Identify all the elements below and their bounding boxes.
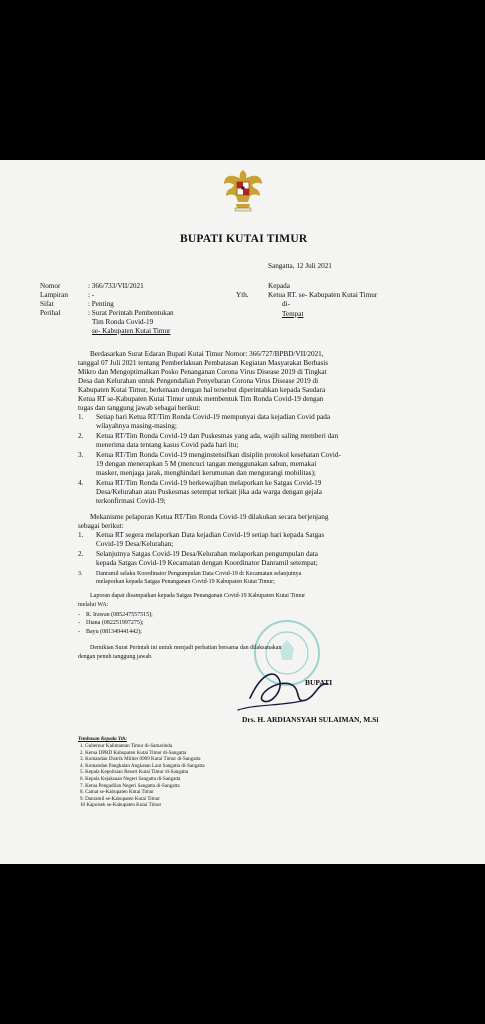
tembusan-item: 7. Ketua Pengadilan Negeri Sangatta di-Sangatta <box>80 782 180 789</box>
tembusan-item: 6. Kepala Kejaksaan Negeri Sangatta di-Sangatta <box>80 775 181 782</box>
task-2-line-2: menerima data tentang kasus Covid pada hari itu; <box>96 441 239 449</box>
mech-1-line-1: Ketua RT segera melaporkan Data kejadian Covid-19 setiap hari kepada Satgas <box>96 531 325 539</box>
task-1-text <box>96 413 330 431</box>
tembusan-item: 9. Danramil se-Kabupaten Kutai Timur <box>80 795 160 802</box>
meta-value-perihal: : Surat Perintah Pembentukan <box>88 309 174 317</box>
p1-line-3: Mikro dan Mengoptimalkan Posko Penanganan Corona Virus Disease 2019 di Tingkat <box>78 368 327 376</box>
task-2-num: 2. <box>78 432 84 440</box>
letter-title: BUPATI KUTAI TIMUR <box>180 233 308 245</box>
mech-2-line-1: Selanjutnya Satgas Covid-19 Desa/Kelurahan melaporkan pengumpulan data <box>96 550 318 558</box>
task-4-num: 4. <box>78 479 84 487</box>
task-3-text <box>96 451 341 478</box>
task-4-line-1: Ketua RT/Tim Ronda Covid-19 berkewajiban melaporkan ke Satgas Covid-19 <box>96 479 322 487</box>
recipient-yth: Yth. <box>236 291 249 299</box>
task-4-line-2: Desa/Kelurahan atau Puskesmas setempat terkait jika ada warga dengan gejala <box>96 488 322 496</box>
mech-3-text <box>96 570 301 587</box>
recipient-di: di- <box>282 300 290 308</box>
tembusan-list <box>80 743 205 809</box>
p1-line-2: tanggal 07 Juli 2021 tentang Pemberlakuan Pembatasan Kegiatan Masyarakat Berbasis <box>78 359 329 367</box>
mech-3-line-1: Danramil selaku Koordinator Pengumpulan Data Covid-19 di Kecamatan selanjutnya <box>96 571 302 577</box>
task-4-line-3: terkonfirmasi Covid-19; <box>96 497 166 505</box>
p4-line-2: dengan penuh tanggung jawab. <box>78 654 153 660</box>
mech-1-line-2: Covid-19 Desa/Kelurahan; <box>96 540 174 548</box>
meta-label-sifat: Sifat <box>40 300 54 308</box>
tembusan-item: 3. Komandan Distrik Militer 0909 Kutai Timur di-Sangatta <box>80 756 201 763</box>
task-1-num: 1. <box>78 413 84 421</box>
recipient-tempat: Tempat <box>282 310 304 318</box>
task-2-line-1: Ketua RT/Tim Ronda Covid-19 dan Puskesmas yang ada, wajib saling memberi dan <box>96 432 339 440</box>
meta-label-perihal: Perihal <box>40 309 61 317</box>
contact-1: - R. Irawan (085247557515); <box>78 612 153 618</box>
tembusan-title: Tembusan Kepada Yth: <box>78 736 127 742</box>
meta-values <box>88 282 174 336</box>
p2-line-2: sebagai berikut: <box>78 522 124 530</box>
tembusan-item: 8. Camat se-Kabupaten Kutai Timur <box>80 789 154 796</box>
meta-value-sifat: : Penting <box>88 300 114 308</box>
recipient-name: Ketua RT. se- Kabupaten Kutai Timur <box>268 291 378 299</box>
perihal-line-3: se- Kabupaten Kutai Timur <box>92 327 171 335</box>
mech-1-text <box>96 531 324 549</box>
recipient-kepada: Kepada <box>268 282 290 290</box>
task-3-line-3: masker, menjaga jarak, menghindari kerumunan dan mengurangi mobilitas); <box>96 469 316 477</box>
task-1-line-2: wilayahnya masing-masing; <box>96 422 177 430</box>
p1-line-1: Berdasarkan Surat Edaran Bupati Kutai Timur Nomor: 366/727/BPBD/VII/2021, <box>90 350 324 358</box>
contact-2: - Diana (082251997275); <box>78 620 144 627</box>
task-2-text <box>96 432 338 450</box>
mech-3-num: 3. <box>78 571 83 577</box>
signatory-name: Drs. H. ARDIANSYAH SULAIMAN, M.Si <box>242 715 379 724</box>
contact-2-text: Diana (082251997275); <box>86 620 144 627</box>
task-1-line-1: Setiap hari Ketua RT/Tim Ronda Covid-19 mempunyai data kejadian Covid pada <box>96 413 331 421</box>
p4-line-1: Demikian Surat Perintah ini untuk menjadi perhatian bersama dan dilaksanakan <box>90 645 282 651</box>
mech-2-num: 2. <box>78 550 84 558</box>
mech-2-text <box>96 550 318 568</box>
letter-date: Sangatta, 12 Juli 2021 <box>268 262 332 270</box>
tembusan-item: 5. Kepala Kepolisian Resort Kutai Timur di-Sangatta <box>80 769 189 776</box>
tembusan-item: 1. Gubernur Kalimantan Timur di-Samarinda <box>80 743 173 749</box>
tembusan-item: 10 Kapolsek se-Kabupaten Kutai Timur <box>80 802 162 809</box>
task-3-num: 3. <box>78 451 84 459</box>
p3-line-1: Laporan dapat disampaikan kepada Satgas Penanganan Covid-19 Kabupaten Kutai Timur <box>90 593 306 599</box>
contact-list <box>78 611 153 636</box>
p3-line-2: melalui WA: <box>78 602 109 608</box>
meta-label-nomor: Nomor <box>40 282 61 290</box>
mech-2-line-2: kepada Satgas Covid-19 Kecamatan dengan Koordinator Danramil setempat; <box>96 559 318 567</box>
task-4-text <box>96 479 322 506</box>
p1-line-5: Kabupaten Kutai Timur, berkenaan dengan hal tersebut diperintahkan kepada Saudara <box>78 386 326 394</box>
signature-title: BUPATI <box>305 678 333 687</box>
tembusan-item: 4. Komandan Pangkalan Angkatan Laut Sangatta di-Sangatta <box>80 762 205 769</box>
perihal-line-2: Tim Ronda Covid-19 <box>92 318 154 326</box>
meta-labels <box>40 282 68 318</box>
p1-line-4: Desa dan Kelurahan untuk Pengendalian Penyebaran Corona Virus Disease 2019 di <box>78 377 319 385</box>
p2-line-1: Mekanisme pelaporan Ketua RT/Tim Ronda Covid-19 dilakukan secara berjenjang <box>90 513 329 521</box>
p1-line-7: tugas dan tanggung jawab sebagai berikut: <box>78 404 201 412</box>
contact-3: - Bayu (081349441442); <box>78 628 142 635</box>
handwritten-signature-icon <box>232 660 342 722</box>
task-3-line-1: Ketua RT/Tim Ronda Covid-19 menginstensifkan disiplin protokol kesehatan Covid- <box>96 451 341 459</box>
mech-1-num: 1. <box>78 531 84 539</box>
meta-value-lampiran: : - <box>88 291 95 299</box>
meta-label-lampiran: Lampiran <box>40 291 68 299</box>
mech-3-line-2: melaporkan kepada Satgas Penanganan Covid-19 Kabupaten Kutai Timur; <box>96 579 275 586</box>
task-3-line-2: 19 dengan menerapkan 5 M (mencuci tangan menggunakan sabun, memakai <box>96 460 317 468</box>
letter-page <box>0 160 485 864</box>
contact-1-text: R. Irawan (085247557515); <box>86 612 153 618</box>
meta-value-nomor: : 366/733/VII/2021 <box>88 282 144 290</box>
contact-3-text: Bayu (081349441442); <box>86 628 142 635</box>
task-1 <box>78 413 83 422</box>
garuda-emblem-icon <box>222 166 264 214</box>
p1-line-6: Ketua RT se-Kabupaten Kutai Timur untuk membentuk Tim Ronda Covid-19 dengan <box>78 395 324 403</box>
tembusan-item: 2. Ketua DPRD Kabupaten Kutai Timur di-Sangatta <box>80 749 187 756</box>
